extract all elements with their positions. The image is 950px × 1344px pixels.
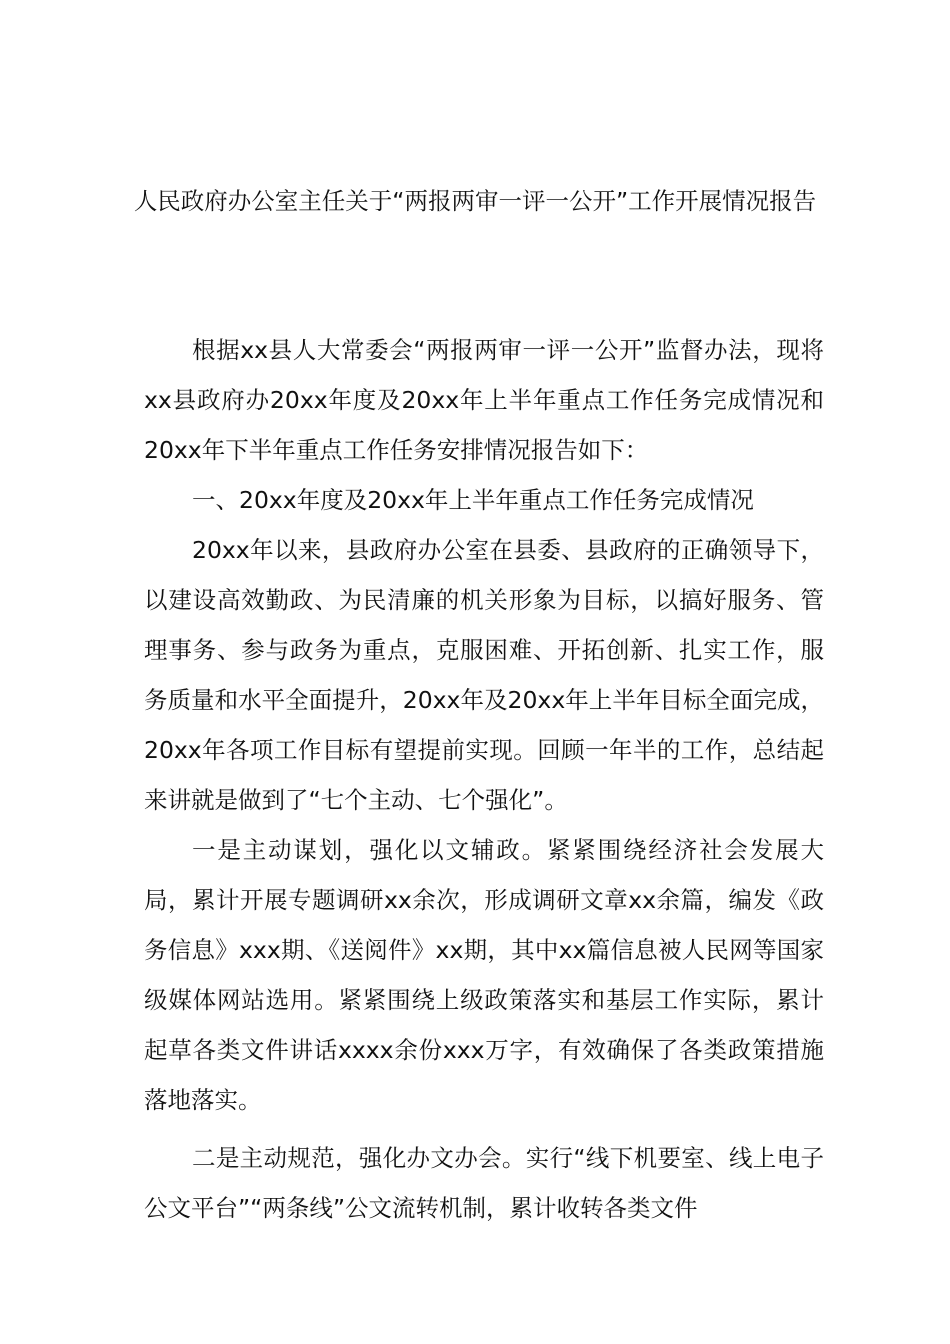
item-two-paragraph: 二是主动规范，强化办文办会。实行“线下机要室、线上电子公文平台”“两条线”公文流转机制，累计收转各类文件 <box>144 1144 824 1222</box>
intro-paragraph: 根据xx县人大常委会“两报两审一评一公开”监督办法，现将xx县政府办20xx年度及20xx年上半年重点工作任务完成情况和20xx年下半年重点工作任务安排情况报告如下： <box>144 336 824 464</box>
section-heading: 一、20xx年度及20xx年上半年重点工作任务完成情况 <box>192 486 754 514</box>
item-one-paragraph: 一是主动谋划，强化以文辅政。紧紧围绕经济社会发展大局，累计开展专题调研xx余次，形成调研文章xx余篇，编发《政务信息》xxx期、《送阅件》xx期，其中xx篇信息被人民网等国家级媒体网站选用。紧紧围绕上级政策落实和基层工作实际，累计起草各类文件讲话xxxx余份xxx万字，有效确保了各类政策措施落地落实。 <box>144 836 824 1114</box>
document-body <box>144 325 824 1233</box>
document-title: 人民政府办公室主任关于“两报两审一评一公开”工作开展情况报告 <box>133 187 817 215</box>
overview-paragraph: 20xx年以来，县政府办公室在县委、县政府的正确领导下，以建设高效勤政、为民清廉的机关形象为目标，以搞好服务、管理事务、参与政务为重点，克服困难、开拓创新、扎实工作，服务质量和水平全面提升，20xx年及20xx年上半年目标全面完成，20xx年各项工作目标有望提前实现。回顾一年半的工作，总结起来讲就是做到了“七个主动、七个强化”。 <box>144 536 824 814</box>
